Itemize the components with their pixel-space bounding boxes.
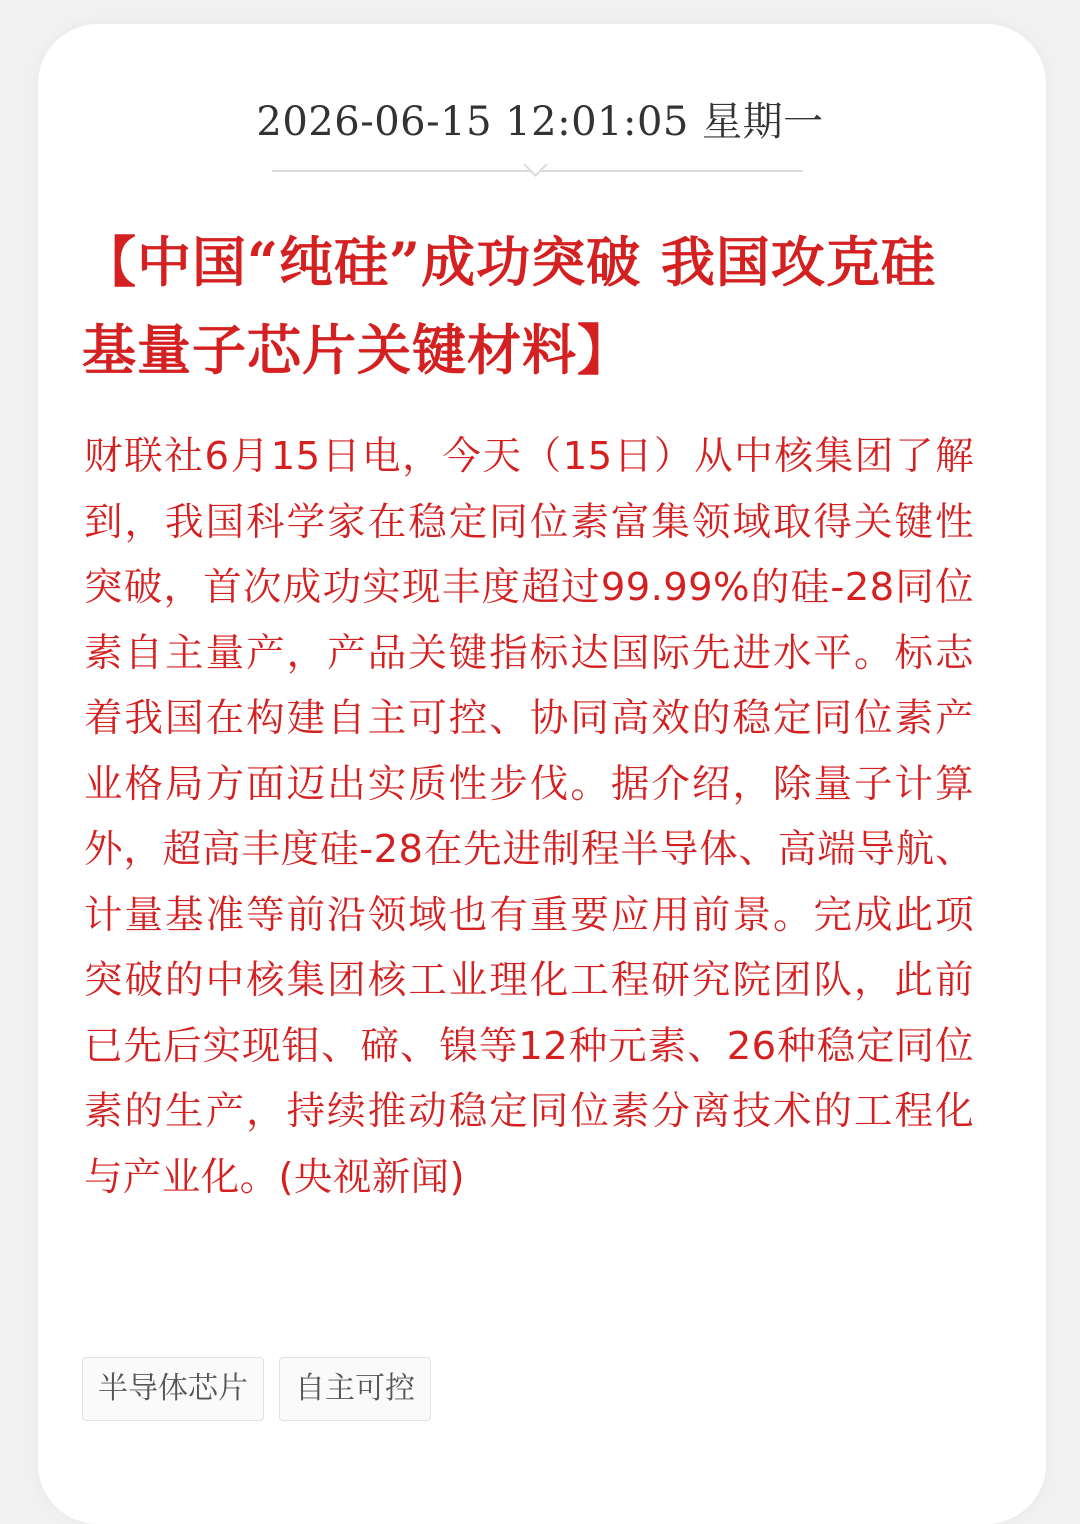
publish-datetime: 2026-06-15 12:01:05 星期一 [256,99,824,145]
tag-self-controllable[interactable]: 自主可控 [279,1357,431,1421]
tag-semiconductor-chip[interactable]: 半导体芯片 [82,1357,264,1421]
date-header [0,92,1080,152]
article-body: 财联社6月15日电，今天（15日）从中核集团了解到，我国科学家在稳定同位素富集领域取得关键性突破，首次成功实现丰度超过99.99%的硅-28同位素自主量产，产品关键指标达国际先进水平。标志着我国在构建自主可控、协同高效的稳定同位素产业格局方面迈出实质性步伐。据介绍，除量子计算外，超高丰度硅-28在先进制程半导体、高端导航、计量基准等前沿领域也有重要应用前景。完成此项突破的中核集团核工业理化工程研究院团队，此前已先后实现钼、碲、镍等12种元素、26种稳定同位素的生产，持续推动稳定同位素分离技术的工程化与产业化。(央视新闻) [84,434,974,1200]
tag-list [82,1357,431,1421]
article-headline: 【中国“纯硅”成功突破 我国攻克硅基量子芯片关键材料】 [82,230,936,382]
divider-notch [522,164,548,190]
